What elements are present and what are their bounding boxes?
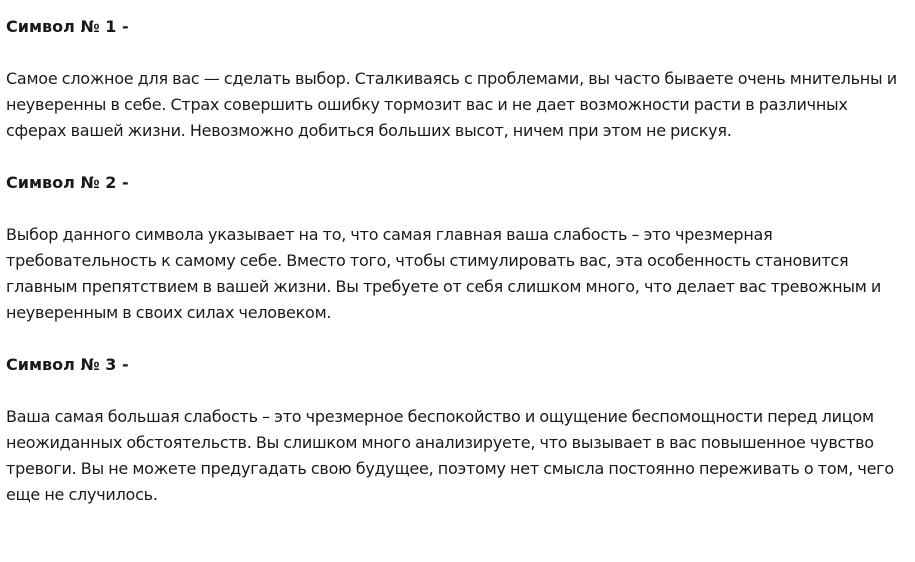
section-heading: Символ № 1 -: [6, 17, 129, 36]
section-symbol-2: [6, 144, 906, 326]
document: [6, 0, 906, 508]
section-heading: Символ № 3 -: [6, 355, 129, 374]
section-paragraph: Ваша самая большая слабость – это чрезмерное беспокойство и ощущение беспомощности перед лицом неожиданных обстоятельств. Вы слишком много анализируете, что вызывает в вас повышенное чувство тревоги. Вы не можете предугадать свою будущее, поэтому нет смысла постоянно переживать о том, чего еще не случилось.: [6, 407, 894, 504]
section-paragraph: Самое сложное для вас — сделать выбор. Сталкиваясь с проблемами, вы часто бываете очень мнительны и неуверенны в себе. Страх совершить ошибку тормозит вас и не дает возможности расти в различных сферах вашей жизни. Невозможно добиться больших высот, ничем при этом не рискуя.: [6, 69, 897, 140]
section-symbol-3: [6, 326, 906, 508]
section-heading: Символ № 2 -: [6, 173, 129, 192]
section-symbol-1: [6, 0, 906, 144]
section-paragraph: Выбор данного символа указывает на то, что самая главная ваша слабость – это чрезмерная требовательность к самому себе. Вместо того, чтобы стимулировать вас, эта особенность становится главным препятствием в вашей жизни. Вы требуете от себя слишком много, что делает вас тревожным и неуверенным в своих силах человеком.: [6, 225, 882, 322]
